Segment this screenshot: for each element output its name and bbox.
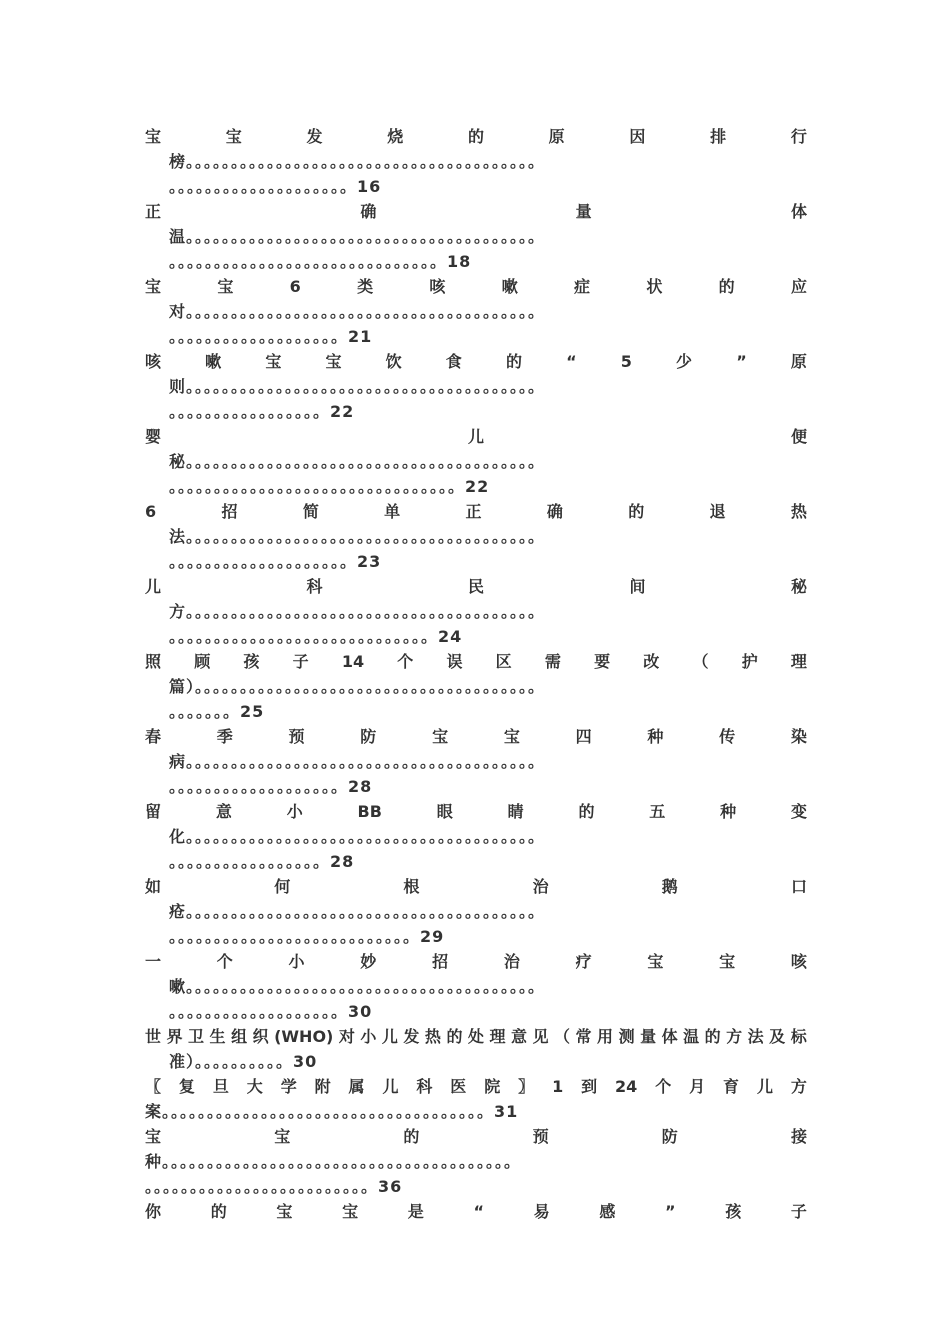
toc-entry-title: 婴 儿 便 (145, 427, 807, 446)
toc-entry[interactable] (145, 124, 807, 199)
toc-entry[interactable] (145, 424, 807, 499)
toc-entry[interactable] (145, 574, 807, 649)
toc-entry-leader: 。。。。。。。。。。。。。。。。。。。。。。。。。。。。。。18 (169, 252, 472, 271)
toc-entry-title: 宝 宝 6 类 咳 嗽 症 状 的 应 (145, 277, 807, 296)
toc-entry-leader: 则。。。。。。。。。。。。。。。。。。。。。。。。。。。。。。。。。。。。。。。 (169, 377, 546, 396)
toc-entry[interactable] (145, 949, 807, 1024)
toc-entry-leader: 秘。。。。。。。。。。。。。。。。。。。。。。。。。。。。。。。。。。。。。。。 (169, 452, 546, 471)
toc-entry-leader: 篇）。。。。。。。。。。。。。。。。。。。。。。。。。。。。。。。。。。。。。。 (169, 677, 546, 696)
toc-entry[interactable] (145, 499, 807, 574)
toc-entry[interactable] (145, 874, 807, 949)
toc-entry[interactable] (145, 1124, 807, 1199)
toc-entry-leader: 。。。。。。。。。。。。。。。。。。。。16 (169, 177, 382, 196)
toc-entry-leader: 病。。。。。。。。。。。。。。。。。。。。。。。。。。。。。。。。。。。。。。。 (169, 752, 546, 771)
toc-entry-leader: 。。。。。。。。。。。。。。。。。22 (169, 402, 355, 421)
toc-entry-leader: 准）。。。。。。。。。。30 (169, 1052, 318, 1071)
toc-entry-leader: 种。。。。。。。。。。。。。。。。。。。。。。。。。。。。。。。。。。。。。。。 (145, 1152, 522, 1171)
toc-entry[interactable] (145, 274, 807, 349)
toc-entry[interactable] (145, 799, 807, 874)
toc-entry-leader: 案。。。。。。。。。。。。。。。。。。。。。。。。。。。。。。。。。。。。31 (145, 1102, 519, 1121)
toc-entry-leader: 嗽。。。。。。。。。。。。。。。。。。。。。。。。。。。。。。。。。。。。。。。 (169, 977, 546, 996)
toc-entry-leader: 。。。。。。。。。。。。。。。。。。。。。。。。。。。。。。。。22 (169, 477, 490, 496)
toc-entry-leader: 。。。。。。。。。。。。。。。。。。。30 (169, 1002, 373, 1021)
toc-entry-leader: 。。。。。。。。。。。。。。。。。。。21 (169, 327, 373, 346)
toc-entry-leader: 温。。。。。。。。。。。。。。。。。。。。。。。。。。。。。。。。。。。。。。。 (169, 227, 546, 246)
toc-entry-title: 6 招 简 单 正 确 的 退 热 (145, 502, 807, 521)
toc-entry[interactable] (145, 1074, 807, 1124)
toc-entry[interactable] (145, 1199, 807, 1224)
toc-entry-title: 儿 科 民 间 秘 (145, 577, 807, 596)
toc-entry[interactable] (145, 199, 807, 274)
toc-entry-title: 留 意 小 BB 眼 睛 的 五 种 变 (145, 802, 807, 821)
table-of-contents (145, 124, 807, 1224)
toc-entry-leader: 。。。。。。。25 (169, 702, 265, 721)
toc-entry-leader: 。。。。。。。。。。。。。。。。。。。。。。。。。。。29 (169, 927, 445, 946)
toc-entry[interactable] (145, 349, 807, 424)
toc-entry-leader: 。。。。。。。。。。。。。。。。。。。。23 (169, 552, 382, 571)
toc-entry-title: 如 何 根 治 鹅 口 (145, 877, 807, 896)
toc-entry[interactable] (145, 724, 807, 799)
toc-entry-title: 〖 复 旦 大 学 附 属 儿 科 医 院 〗 1 到 24 个 月 育 儿 方 (145, 1077, 807, 1096)
toc-entry-leader: 化。。。。。。。。。。。。。。。。。。。。。。。。。。。。。。。。。。。。。。。 (169, 827, 546, 846)
toc-entry-leader: 对。。。。。。。。。。。。。。。。。。。。。。。。。。。。。。。。。。。。。。。 (169, 302, 546, 321)
toc-entry-leader: 疮。。。。。。。。。。。。。。。。。。。。。。。。。。。。。。。。。。。。。。。 (169, 902, 546, 921)
toc-entry-title: 咳 嗽 宝 宝 饮 食 的 “ 5 少 ” 原 (145, 352, 807, 371)
toc-entry-leader: 。。。。。。。。。。。。。。。。。。。。。。。。。36 (145, 1177, 403, 1196)
toc-entry-title: 春 季 预 防 宝 宝 四 种 传 染 (145, 727, 807, 746)
toc-entry[interactable] (145, 649, 807, 724)
toc-entry-title: 你 的 宝 宝 是 “ 易 感 ” 孩 子 (145, 1202, 807, 1221)
toc-entry-title: 正 确 量 体 (145, 202, 807, 221)
toc-entry-leader: 。。。。。。。。。。。。。。。。。。。。。。。。。。。。。24 (169, 627, 463, 646)
toc-entry-leader: 法。。。。。。。。。。。。。。。。。。。。。。。。。。。。。。。。。。。。。。。 (169, 527, 546, 546)
toc-entry-title: 宝 宝 的 预 防 接 (145, 1127, 807, 1146)
toc-entry-leader: 。。。。。。。。。。。。。。。。。28 (169, 852, 355, 871)
toc-entry-leader: 。。。。。。。。。。。。。。。。。。。28 (169, 777, 373, 796)
toc-entry-title: 宝 宝 发 烧 的 原 因 排 行 (145, 127, 807, 146)
toc-entry-title: 照 顾 孩 子 14 个 误 区 需 要 改 （ 护 理 (145, 652, 807, 671)
toc-entry[interactable] (145, 1024, 807, 1074)
toc-entry-title: 世 界 卫 生 组 织 (WHO) 对 小 儿 发 热 的 处 理 意 见 （ 常 用 测 量 体 温 的 方 法 及 标 (145, 1027, 807, 1046)
toc-entry-title: 一 个 小 妙 招 治 疗 宝 宝 咳 (145, 952, 807, 971)
toc-entry-leader: 榜。。。。。。。。。。。。。。。。。。。。。。。。。。。。。。。。。。。。。。。 (169, 152, 546, 171)
toc-entry-leader: 方。。。。。。。。。。。。。。。。。。。。。。。。。。。。。。。。。。。。。。。 (169, 602, 546, 621)
